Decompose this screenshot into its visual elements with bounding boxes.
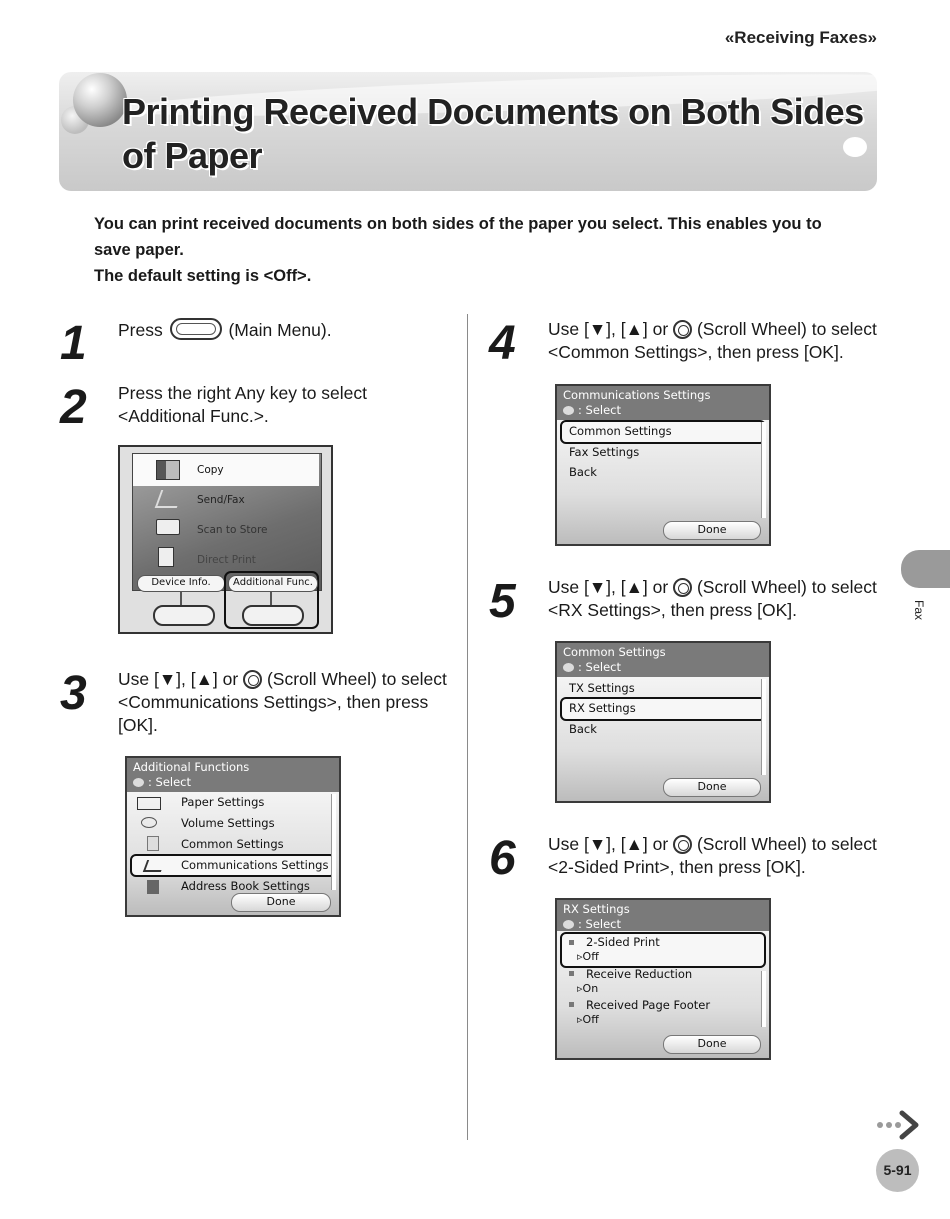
step-6-line-1a: Use [▼], [▲] or [548, 834, 669, 854]
menu-item-copy-label: Copy [197, 464, 224, 476]
step-1-text-a: Press [118, 320, 163, 340]
step-2-line-1: Press the right Any key to select [118, 383, 368, 403]
menu-item-back[interactable]: Back [569, 722, 597, 736]
right-any-key[interactable] [242, 605, 304, 626]
left-any-key[interactable] [153, 605, 215, 626]
intro-paragraph [94, 211, 864, 289]
setting-value-received-page-footer: ▹Off [577, 1013, 599, 1026]
step-5-line-2: <RX Settings>, then press [OK]. [548, 600, 798, 620]
intro-line-2: save paper. [94, 241, 184, 259]
step-1-text-b: (Main Menu). [228, 320, 332, 340]
step-4-line-1 [548, 318, 888, 341]
screen-select-hint: : Select [578, 403, 622, 417]
bullet-icon [569, 971, 574, 976]
step-4-number: 4 [489, 317, 516, 370]
menu-item-communications-settings[interactable]: Communications Settings [181, 858, 329, 872]
menu-item-common-settings[interactable]: Common Settings [181, 837, 284, 851]
scroll-wheel-icon [673, 320, 692, 339]
step-4-text [548, 318, 888, 364]
continue-arrow-icon [876, 1110, 922, 1140]
intro-line-1: You can print received documents on both sides of the paper you select. This enables you to [94, 215, 822, 233]
chapter-tab [901, 550, 950, 588]
section-header: «Receiving Faxes» [724, 28, 877, 47]
volume-icon [141, 817, 157, 828]
menu-item-receive-reduction[interactable]: Receive Reduction [586, 967, 693, 981]
step-3-line-1 [118, 668, 458, 691]
menu-item-volume-settings[interactable]: Volume Settings [181, 816, 275, 830]
bullet-icon [569, 1002, 574, 1007]
chapter-tab-label: Fax [912, 600, 926, 621]
main-menu-screen [118, 445, 333, 634]
done-button[interactable]: Done [663, 521, 761, 540]
menu-item-paper-settings[interactable]: Paper Settings [181, 795, 265, 809]
scroll-wheel-icon [673, 578, 692, 597]
done-button[interactable]: Done [663, 1035, 761, 1054]
step-6-number: 6 [489, 832, 516, 885]
menu-item-direct-print[interactable]: Direct Print [197, 554, 256, 566]
ok-icon [563, 920, 574, 929]
step-6-line-1b: (Scroll Wheel) to select [696, 834, 877, 854]
step-4-line-2: <Common Settings>, then press [OK]. [548, 342, 844, 362]
page-number: 5-91 [876, 1149, 919, 1192]
step-1-number: 1 [60, 317, 87, 370]
step-3-number: 3 [60, 667, 87, 720]
ok-icon [563, 663, 574, 672]
step-4-line-1b: (Scroll Wheel) to select [696, 319, 877, 339]
screen-title: Communications Settings [563, 388, 711, 402]
menu-item-received-page-footer[interactable]: Received Page Footer [586, 998, 711, 1012]
menu-item-scan-to-store[interactable]: Scan to Store [197, 524, 268, 536]
step-6-line-1 [548, 833, 888, 856]
step-5-line-1b: (Scroll Wheel) to select [696, 577, 877, 597]
setting-value-receive-reduction: ▹On [577, 982, 599, 995]
intro-line-3: The default setting is <Off>. [94, 267, 312, 285]
copy-icon [156, 460, 180, 480]
device-info-button[interactable]: Device Info. [137, 575, 225, 592]
screen-select-hint: : Select [148, 775, 192, 789]
column-divider [467, 314, 468, 1140]
menu-item-2-sided-print[interactable]: 2-Sided Print [586, 935, 660, 949]
paper-settings-icon [137, 797, 161, 810]
step-3-line-3: [OK]. [118, 715, 158, 735]
common-settings-icon [147, 836, 159, 851]
page-title [122, 90, 867, 178]
step-5-line-1 [548, 576, 888, 599]
menu-item-common-settings[interactable]: Common Settings [569, 424, 672, 438]
screen-title: RX Settings [563, 902, 630, 916]
direct-print-icon [158, 547, 174, 567]
done-button[interactable]: Done [663, 778, 761, 797]
step-3-line-1a: Use [▼], [▲] or [118, 669, 239, 689]
step-6-line-2: <2-Sided Print>, then press [OK]. [548, 857, 806, 877]
step-3-line-1b: (Scroll Wheel) to select [266, 669, 447, 689]
done-button[interactable]: Done [231, 893, 331, 912]
step-4-line-1a: Use [▼], [▲] or [548, 319, 669, 339]
screen-title: Common Settings [563, 645, 666, 659]
scroll-wheel-icon [673, 835, 692, 854]
title-line-2: of Paper [122, 135, 263, 176]
additional-func-button[interactable]: Additional Func. [228, 575, 318, 592]
step-5-line-1a: Use [▼], [▲] or [548, 577, 669, 597]
step-2-text [118, 382, 367, 428]
ok-icon [133, 778, 144, 787]
step-3-text [118, 668, 458, 737]
menu-item-tx-settings[interactable]: TX Settings [569, 681, 635, 695]
menu-item-back[interactable]: Back [569, 465, 597, 479]
title-line-1: Printing Received Documents on Both Sides [122, 91, 864, 132]
rx-settings-screen [555, 898, 771, 1060]
menu-item-rx-settings[interactable]: RX Settings [569, 701, 636, 715]
additional-functions-screen [125, 756, 341, 917]
address-book-icon [147, 880, 159, 894]
step-3-line-2: <Communications Settings>, then press [118, 692, 429, 712]
menu-item-send-fax[interactable]: Send/Fax [197, 494, 245, 506]
value-text: On [582, 982, 599, 995]
value-text: Off [582, 1013, 599, 1026]
scroll-wheel-icon [243, 670, 262, 689]
step-2-number: 2 [60, 381, 87, 434]
decorative-sphere [73, 73, 127, 127]
step-6-text [548, 833, 888, 879]
screen-select-hint: : Select [578, 917, 622, 931]
screen-select-hint: : Select [578, 660, 622, 674]
value-text: Off [582, 950, 599, 963]
ok-icon [563, 406, 574, 415]
step-2-line-2: <Additional Func.>. [118, 406, 269, 426]
step-5-text [548, 576, 888, 622]
menu-item-address-book-settings[interactable]: Address Book Settings [181, 879, 310, 893]
step-5-number: 5 [489, 575, 516, 628]
setting-value-2-sided-print: ▹Off [577, 950, 599, 963]
bullet-icon [569, 940, 574, 945]
communications-settings-screen [555, 384, 771, 546]
main-menu-key-icon [170, 318, 222, 340]
menu-item-fax-settings[interactable]: Fax Settings [569, 445, 640, 459]
common-settings-screen [555, 641, 771, 803]
screen-title: Additional Functions [133, 760, 250, 774]
step-1-text [118, 318, 332, 342]
scan-icon [156, 519, 180, 535]
